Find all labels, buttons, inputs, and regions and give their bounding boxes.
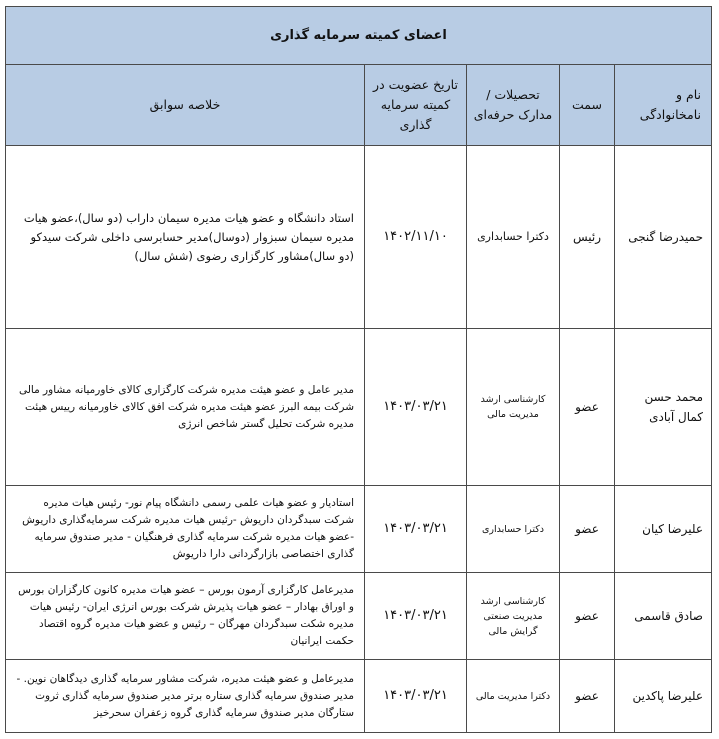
table-title-row [5, 7, 711, 65]
header-name: نام و نامخانوادگی [615, 65, 712, 146]
member-summary: مدیر عامل و عضو هیئت مدیره شرکت کارگزاری کالای خاورمیانه مشاور مالی شرکت بیمه البرز عضو هیئت مدیره شرکت افق کالای خاورمیانه رییس هیئت مدیره شرکت تحلیل گستر شاخص انرژی [5, 329, 364, 486]
member-name: علیرضا کیان [615, 486, 712, 573]
member-name: علیرضا پاکدین [615, 660, 712, 733]
header-role: سمت [560, 65, 615, 146]
table-row [5, 573, 711, 660]
table-row [5, 486, 711, 573]
member-role: عضو [560, 660, 615, 733]
member-role: عضو [560, 329, 615, 486]
member-date: ۱۴۰۳/۰۳/۲۱ [365, 329, 467, 486]
table-row [5, 329, 711, 486]
header-summary: خلاصه سوابق [5, 65, 364, 146]
committee-members-table [5, 6, 712, 733]
member-education: دکترا حسابداری [467, 146, 560, 329]
member-summary: مدیرعامل کارگزاری آرمون بورس – عضو هیات مدیره کانون کارگزاران بورس و اوراق بهادار – عضو هیات پذیرش شرکت بورس انرژی ایران- رئیس هیات مدیره شکت سبدگردان مهرگان – رئیس و عضو هیات مدیره گروه اقتصاد حکمت ایرانیان [5, 573, 364, 660]
member-role: رئیس [560, 146, 615, 329]
table-title: اعضای کمیته سرمایه گذاری [5, 7, 711, 65]
member-name: حمیدرضا گنجی [615, 146, 712, 329]
table-header-row [5, 65, 711, 146]
member-date: ۱۴۰۳/۰۳/۲۱ [365, 660, 467, 733]
member-summary: استاد دانشگاه و عضو هیات مدیره سیمان داراب (دو سال)،عضو هیات مدیره سیمان سبزوار (دوسال)مدیر حسابرسی داخلی شرکت سیدکو (دو سال)مشاور کارگزاری رضوی (شش سال) [5, 146, 364, 329]
member-date: ۱۴۰۲/۱۱/۱۰ [365, 146, 467, 329]
member-education: دکترا مدیریت مالی [467, 660, 560, 733]
member-role: عضو [560, 486, 615, 573]
member-name: محمد حسن کمال آبادی [615, 329, 712, 486]
member-summary: مدیرعامل و عضو هیئت مدیره، شرکت مشاور سرمایه گذاری دیدگاهان نوین. - مدیر صندوق سرمایه گذاری ستاره برتر مدیر صندوق سرمایه گذاری ثروت ستارگان مدیر صندوق سرمایه گذاری گروه زعفران سحرخیز [5, 660, 364, 733]
member-education: دکترا حسابداری [467, 486, 560, 573]
investment-committee-table-page [6, 6, 712, 733]
member-education: کارشناسی ارشد مدیریت مالی [467, 329, 560, 486]
member-summary: استادیار و عضو هیات علمی رسمی دانشگاه پیام نور- رئیس هیات مدیره شرکت سبدگردان داریوش -رئیس هیات مدیره شرکت سرمایه‌گذاری داریوش -عضو هیات مدیره شرکت سرمایه گذاری فرهنگیان - مدیر صندوق سرمایه گذاری اختصاصی بازارگردانی دارا داریوش [5, 486, 364, 573]
table-row [5, 660, 711, 733]
header-membership-date: تاریخ عضویت در کمیته سرمایه گذاری [365, 65, 467, 146]
header-education: تحصیلات / مدارک حرفه‌ای [467, 65, 560, 146]
member-date: ۱۴۰۳/۰۳/۲۱ [365, 573, 467, 660]
member-education: کارشناسی ارشد مدیریت صنعتی گرایش مالی [467, 573, 560, 660]
member-name: صادق قاسمی [615, 573, 712, 660]
member-date: ۱۴۰۳/۰۳/۲۱ [365, 486, 467, 573]
table-row [5, 146, 711, 329]
member-role: عضو [560, 573, 615, 660]
